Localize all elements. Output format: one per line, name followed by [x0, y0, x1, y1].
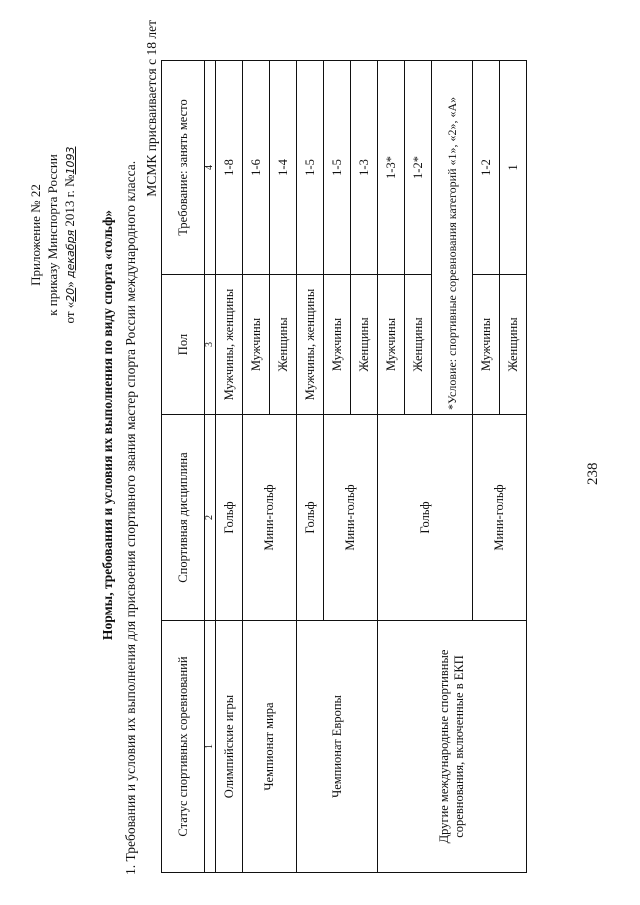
- table-row: [297, 61, 324, 873]
- msmk-age-note: МСМК присваивается с 18 лет: [144, 20, 159, 197]
- gender-cell: Мужчины: [378, 275, 405, 415]
- discipline-cell: Мини-гольф: [324, 415, 378, 621]
- discipline-cell: Гольф: [297, 415, 324, 621]
- header-gender: Пол: [162, 275, 205, 415]
- gender-cell: Мужчины: [473, 275, 500, 415]
- gender-cell: Мужчины: [243, 275, 270, 415]
- gender-cell: Женщины: [351, 275, 378, 415]
- appendix-line-2: к приказу Минспорта России: [45, 154, 60, 316]
- page-number: 238: [585, 462, 601, 485]
- table-row: [243, 61, 270, 873]
- intro-paragraph: 1. Требования и условия их выполнения для присвоения спортивного звания мастер спорта России международного класса.: [123, 160, 138, 875]
- place-cell: 1-2: [473, 61, 500, 275]
- status-other: Другие международные спортивные соревнования, включенные в ЕКП: [378, 621, 527, 873]
- status-olympics: Олимпийские игры: [216, 621, 243, 873]
- gender-cell: Мужчины: [324, 275, 351, 415]
- header-index: 2: [205, 415, 216, 621]
- place-cell: 1-5: [297, 61, 324, 275]
- gender-cell: Мужчины, женщины: [297, 275, 324, 415]
- status-europe: Чемпионат Европы: [297, 621, 378, 873]
- gender-cell: Женщины: [405, 275, 432, 415]
- appendix-line-3: от «20» декабря 2013 г. №1093: [62, 146, 77, 324]
- condition-note: *Условие: спортивные соревнования категорий «1», «2», «А»: [432, 61, 473, 415]
- appendix-number: 1093: [64, 146, 77, 175]
- appendix-line-1: Приложение № 22: [28, 184, 43, 286]
- place-cell: 1-2*: [405, 61, 432, 275]
- norms-table: [161, 60, 527, 873]
- place-cell: 1-4: [270, 61, 297, 275]
- header-place: Требование: занять место: [162, 61, 205, 275]
- gender-cell: Женщины: [500, 275, 527, 415]
- discipline-cell: Гольф: [216, 415, 243, 621]
- table-row: [378, 61, 405, 873]
- place-cell: 1-5: [324, 61, 351, 275]
- discipline-cell: Мини-гольф: [243, 415, 297, 621]
- discipline-cell: Гольф: [378, 415, 473, 621]
- table-header-row: [162, 61, 205, 873]
- appendix-day: 20: [64, 287, 77, 302]
- gender-cell: Мужчины, женщины: [216, 275, 243, 415]
- appendix-month: декабря: [64, 229, 77, 278]
- place-cell: 1: [500, 61, 527, 275]
- header-index: 4: [205, 61, 216, 275]
- gender-cell: Женщины: [270, 275, 297, 415]
- header-index: 3: [205, 275, 216, 415]
- status-world: Чемпионат мира: [243, 621, 297, 873]
- header-index: 1: [205, 621, 216, 873]
- table-row: [216, 61, 243, 873]
- header-discipline: Спортивная дисциплина: [162, 415, 205, 621]
- header-status: Статус спортивных соревнований: [162, 621, 205, 873]
- header-index-row: [205, 61, 216, 873]
- place-cell: 1-6: [243, 61, 270, 275]
- discipline-cell: Мини-гольф: [473, 415, 527, 621]
- place-cell: 1-8: [216, 61, 243, 275]
- place-cell: 1-3*: [378, 61, 405, 275]
- place-cell: 1-3: [351, 61, 378, 275]
- document-title: Нормы, требования и условия их выполнения по виду спорта «гольф»: [100, 209, 115, 641]
